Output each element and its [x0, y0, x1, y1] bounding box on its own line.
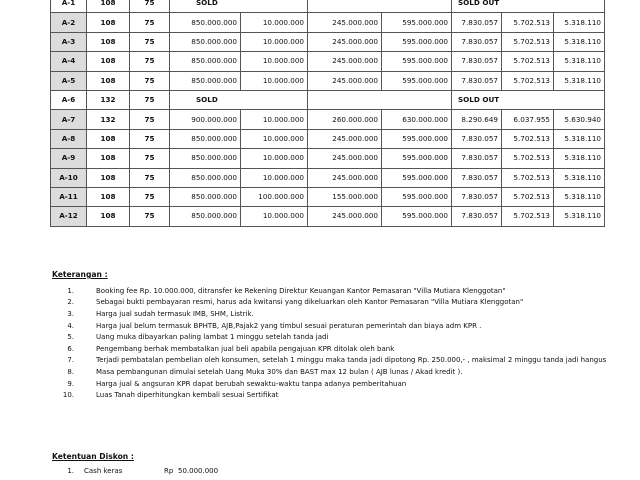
land-area-cell: 108	[87, 52, 130, 71]
inst3-cell: 5.318.110	[554, 52, 605, 71]
booking-cell: 10.000.000	[241, 13, 308, 32]
inst3-cell: 5.318.110	[554, 32, 605, 51]
inst1-cell: 8.290.649	[452, 110, 502, 129]
inst1-cell: 7.830.057	[452, 71, 502, 90]
sold-cell: SOLD	[170, 90, 308, 109]
note-item	[52, 285, 612, 297]
land-area-cell: 108	[87, 32, 130, 51]
inst1-cell: 7.830.057	[452, 207, 502, 226]
price-cell: 900.000.000	[170, 110, 241, 129]
unit-id-cell: A-3	[51, 32, 87, 51]
building-area-cell: 75	[130, 71, 170, 90]
note-text: Sebagai bukti pembayaran resmi, harus ada kwitansi yang dikeluarkan oleh Kantor Pemasaran "Villa Mutiara Klenggotan"	[96, 298, 524, 307]
note-number: 1.	[67, 286, 74, 295]
price-cell: 850.000.000	[170, 52, 241, 71]
land-area-cell: 108	[87, 207, 130, 226]
land-area-cell: 132	[87, 110, 130, 129]
unit-id-cell: A-8	[51, 129, 87, 148]
inst3-cell: 5.318.110	[554, 149, 605, 168]
kpr-cell: 595.000.000	[382, 129, 452, 148]
building-area-cell: 75	[130, 32, 170, 51]
inst1-cell: 7.830.057	[452, 13, 502, 32]
price-cell: 850.000.000	[170, 129, 241, 148]
unit-id-cell: A-4	[51, 52, 87, 71]
table-row	[51, 52, 605, 71]
booking-cell: 10.000.000	[241, 71, 308, 90]
unit-id-cell: A-7	[51, 110, 87, 129]
booking-cell: 100.000.000	[241, 187, 308, 206]
note-text: Pengembang berhak membatalkan jual beli apabila pengajuan KPR ditolak oleh bank	[96, 344, 395, 353]
building-area-cell: 75	[130, 129, 170, 148]
inst1-cell: 7.830.057	[452, 52, 502, 71]
inst3-cell: 5.318.110	[554, 129, 605, 148]
discount-title: Ketentuan Diskon :	[52, 452, 134, 461]
note-text: Harga jual & angsuran KPR dapat berubah sewaktu-waktu tanpa adanya pemberitahuan	[96, 379, 407, 388]
note-number: 7.	[67, 356, 74, 365]
note-item	[52, 355, 612, 367]
dp-cell: 245.000.000	[308, 168, 382, 187]
inst3-cell: 5.318.110	[554, 168, 605, 187]
unit-id-cell: A-5	[51, 71, 87, 90]
table-row	[51, 90, 605, 109]
note-item	[52, 378, 612, 390]
price-cell: 850.000.000	[170, 32, 241, 51]
blank-cell	[308, 0, 452, 13]
land-area-cell: 108	[87, 13, 130, 32]
inst1-cell: 7.830.057	[452, 129, 502, 148]
notes-list	[52, 285, 612, 401]
inst2-cell: 5.702.513	[502, 187, 554, 206]
note-text: Uang muka dibayarkan paling lambat 1 minggu setelah tanda jadi	[96, 333, 329, 342]
kpr-cell: 595.000.000	[382, 168, 452, 187]
note-number: 8.	[67, 367, 74, 376]
note-text: Terjadi pembatalan pembelian oleh konsumen, setelah 1 minggu maka tanda jadi dipotong Rp. 250.000,- , maksimal 2 minggu tanda jadi hangus	[96, 356, 607, 365]
note-number: 10.	[62, 391, 74, 400]
dp-cell: 155.000.000	[308, 187, 382, 206]
building-area-cell: 75	[130, 0, 170, 13]
building-area-cell: 75	[130, 168, 170, 187]
kpr-cell: 595.000.000	[382, 32, 452, 51]
unit-id-cell: A-9	[51, 149, 87, 168]
booking-cell: 10.000.000	[241, 129, 308, 148]
inst2-cell: 5.702.513	[502, 71, 554, 90]
notes-section	[52, 270, 612, 401]
kpr-cell: 595.000.000	[382, 13, 452, 32]
sold-out-cell: SOLD OUT	[452, 0, 605, 13]
unit-id-cell: A-10	[51, 168, 87, 187]
table-row	[51, 13, 605, 32]
inst3-cell: 5.318.110	[554, 13, 605, 32]
inst3-cell: 5.318.110	[554, 71, 605, 90]
discount-label: Cash keras	[84, 467, 123, 475]
booking-cell: 10.000.000	[241, 32, 308, 51]
land-area-cell: 108	[87, 149, 130, 168]
inst2-cell: 5.702.513	[502, 52, 554, 71]
booking-cell: 10.000.000	[241, 149, 308, 168]
inst1-cell: 7.830.057	[452, 168, 502, 187]
note-text: Masa pembangunan dimulai setelah Uang Muka 30% dan BAST max 12 bulan ( AJB lunas / Akad kredit ).	[96, 367, 463, 376]
note-item	[52, 297, 612, 309]
table-row	[51, 32, 605, 51]
unit-id-cell: A-11	[51, 187, 87, 206]
note-number: 9.	[67, 379, 74, 388]
price-cell: 850.000.000	[170, 207, 241, 226]
dp-cell: 245.000.000	[308, 129, 382, 148]
note-number: 5.	[67, 333, 74, 342]
unit-id-cell: A-2	[51, 13, 87, 32]
inst2-cell: 5.702.513	[502, 168, 554, 187]
note-item	[52, 308, 612, 320]
land-area-cell: 108	[87, 168, 130, 187]
inst2-cell: 5.702.513	[502, 32, 554, 51]
note-text: Luas Tanah diperhitungkan kembali sesuai Sertifikat	[96, 391, 279, 400]
land-area-cell: 108	[87, 71, 130, 90]
note-item	[52, 320, 612, 332]
table-row	[51, 71, 605, 90]
inst2-cell: 5.702.513	[502, 129, 554, 148]
discount-section	[52, 452, 612, 475]
dp-cell: 245.000.000	[308, 207, 382, 226]
inst2-cell: 5.702.513	[502, 149, 554, 168]
building-area-cell: 75	[130, 187, 170, 206]
note-number: 2.	[67, 298, 74, 307]
inst3-cell: 5.630.940	[554, 110, 605, 129]
note-item	[52, 366, 612, 378]
discount-currency: Rp	[164, 467, 174, 475]
price-cell: 850.000.000	[170, 149, 241, 168]
note-number: 4.	[67, 321, 74, 330]
note-text: Booking fee Rp. 10.000.000, ditransfer ke Rekening Direktur Keuangan Kantor Pemasaran "Villa Mutiara Klenggotan"	[96, 286, 506, 295]
price-cell: 850.000.000	[170, 187, 241, 206]
price-cell: 850.000.000	[170, 71, 241, 90]
blank-cell	[308, 90, 452, 109]
land-area-cell: 108	[87, 129, 130, 148]
building-area-cell: 75	[130, 13, 170, 32]
table-row	[51, 168, 605, 187]
land-area-cell: 132	[87, 90, 130, 109]
inst2-cell: 5.702.513	[502, 13, 554, 32]
sold-out-cell: SOLD OUT	[452, 90, 605, 109]
inst1-cell: 7.830.057	[452, 187, 502, 206]
dp-cell: 245.000.000	[308, 32, 382, 51]
discount-list	[52, 467, 612, 475]
booking-cell: 10.000.000	[241, 168, 308, 187]
note-item	[52, 331, 612, 343]
kpr-cell: 595.000.000	[382, 52, 452, 71]
table-row	[51, 149, 605, 168]
note-text: Harga jual belum termasuk BPHTB, AJB,Pajak2 yang timbul sesuai peraturan pemerintah dan biaya adm KPR .	[96, 321, 482, 330]
dp-cell: 245.000.000	[308, 149, 382, 168]
inst2-cell: 6.037.955	[502, 110, 554, 129]
kpr-cell: 595.000.000	[382, 71, 452, 90]
note-text: Harga jual sudah termasuk IMB, SHM, Listrik.	[96, 309, 254, 318]
note-number: 3.	[67, 309, 74, 318]
discount-amount: 50.000.000	[178, 467, 219, 475]
price-table	[50, 0, 605, 227]
discount-item	[52, 467, 612, 475]
table-row	[51, 0, 605, 13]
notes-title: Keterangan :	[52, 270, 108, 279]
dp-cell: 245.000.000	[308, 52, 382, 71]
table-row	[51, 187, 605, 206]
kpr-cell: 595.000.000	[382, 149, 452, 168]
inst2-cell: 5.702.513	[502, 207, 554, 226]
note-number: 6.	[67, 344, 74, 353]
dp-cell: 245.000.000	[308, 71, 382, 90]
note-item	[52, 343, 612, 355]
booking-cell: 10.000.000	[241, 110, 308, 129]
building-area-cell: 75	[130, 52, 170, 71]
kpr-cell: 595.000.000	[382, 187, 452, 206]
dp-cell: 260.000.000	[308, 110, 382, 129]
building-area-cell: 75	[130, 149, 170, 168]
land-area-cell: 108	[87, 0, 130, 13]
sold-cell: SOLD	[170, 0, 308, 13]
inst1-cell: 7.830.057	[452, 32, 502, 51]
booking-cell: 10.000.000	[241, 52, 308, 71]
building-area-cell: 75	[130, 207, 170, 226]
unit-id-cell: A-6	[51, 90, 87, 109]
discount-number: 1.	[67, 467, 74, 475]
note-item	[52, 389, 612, 401]
kpr-cell: 630.000.000	[382, 110, 452, 129]
building-area-cell: 75	[130, 90, 170, 109]
price-cell: 850.000.000	[170, 13, 241, 32]
inst1-cell: 7.830.057	[452, 149, 502, 168]
inst3-cell: 5.318.110	[554, 207, 605, 226]
kpr-cell: 595.000.000	[382, 207, 452, 226]
unit-id-cell: A-1	[51, 0, 87, 13]
table-row	[51, 129, 605, 148]
table-row	[51, 110, 605, 129]
table-row	[51, 207, 605, 226]
dp-cell: 245.000.000	[308, 13, 382, 32]
land-area-cell: 108	[87, 187, 130, 206]
building-area-cell: 75	[130, 110, 170, 129]
inst3-cell: 5.318.110	[554, 187, 605, 206]
booking-cell: 10.000.000	[241, 207, 308, 226]
unit-id-cell: A-12	[51, 207, 87, 226]
price-cell: 850.000.000	[170, 168, 241, 187]
